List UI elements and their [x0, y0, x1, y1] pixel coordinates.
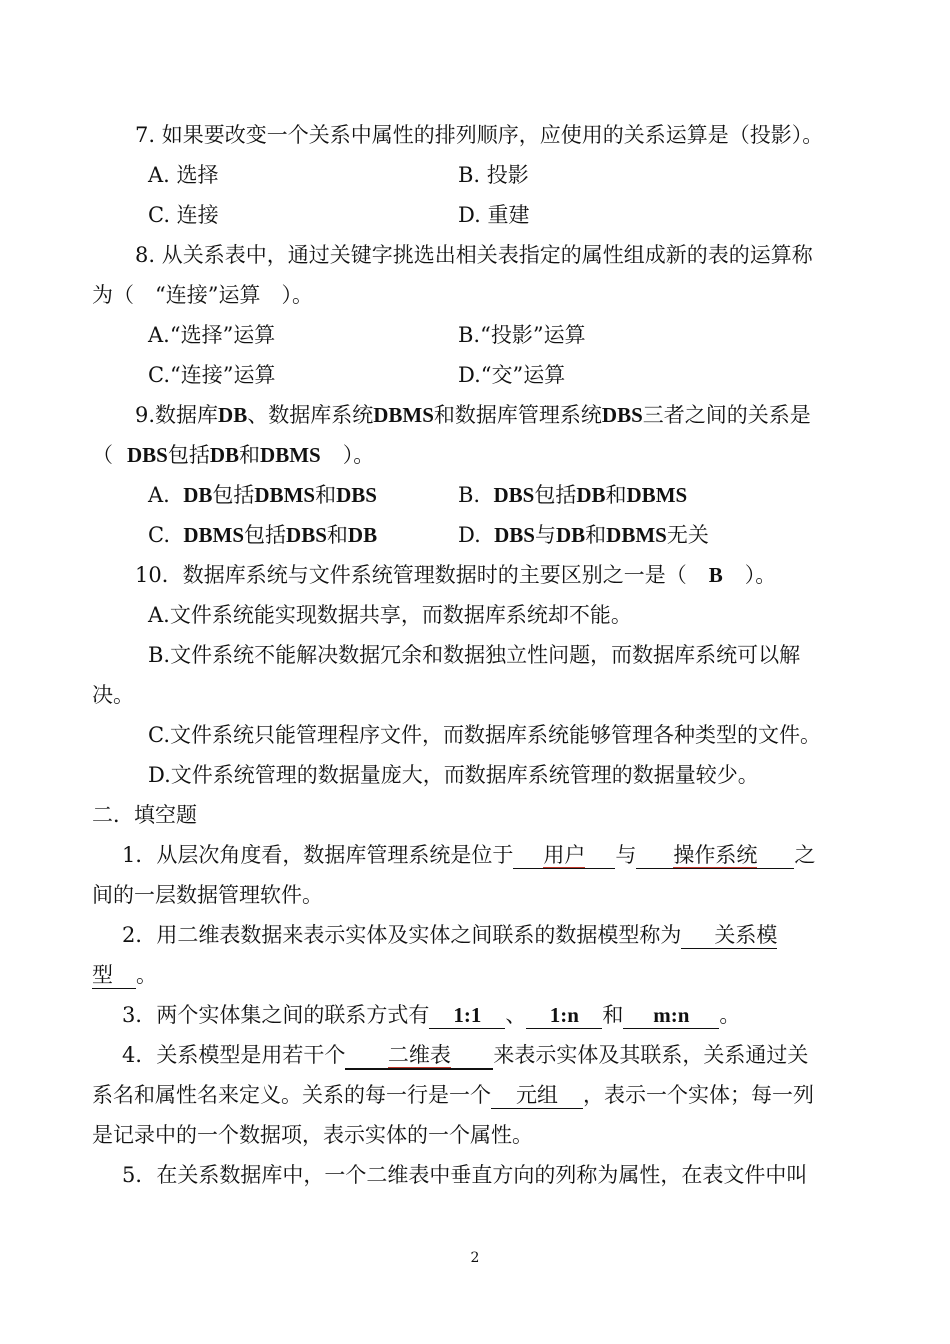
fill-2-line1 [122, 921, 892, 949]
fill-3-blank-1: 1:1 [429, 1002, 505, 1029]
option-9d-t5: DBMS [606, 523, 667, 547]
option-9b-t4: 和 [605, 483, 627, 507]
fill-4-blank-2: 元组 [491, 1082, 583, 1109]
question-9-stem-line1 [135, 401, 905, 429]
fill-3-blank-2: 1:n [526, 1002, 602, 1029]
option-9a-t5: DBS [336, 483, 377, 507]
option-9a-t2: 包括 [212, 483, 255, 507]
option-9b [458, 481, 687, 509]
option-7d: D. 重建 [458, 203, 530, 227]
option-9a-t3: DBMS [254, 483, 316, 507]
fill-2-prefix: 2．用二维表数据来表示实体及实体之间联系的数据模型称为 [122, 923, 682, 947]
option-9b-label: B. [458, 483, 481, 507]
fill-4-line2 [92, 1081, 862, 1109]
q9-open-paren: （ [92, 443, 113, 467]
option-9c-label: C. [148, 523, 170, 547]
fill-4-answer-1: 二维表 [387, 1043, 451, 1067]
option-9c [148, 521, 377, 549]
q9-db: DB [218, 403, 248, 427]
option-9d-t1: DBS [494, 523, 535, 547]
question-9-stem-line2 [92, 441, 862, 469]
option-10b-line1: B.文件系统不能解决数据冗余和数据独立性问题，而数据库系统可以解 [148, 643, 801, 667]
fill-3-blank-3: m:n [623, 1002, 719, 1029]
q9-text-4: 三者之间的关系是 [642, 403, 811, 427]
option-8d: D.“交”运算 [458, 363, 566, 387]
option-9d-t3: DB [555, 523, 586, 547]
fill-4-line2-prefix: 系名和属性名来定义。关系的每一行是一个 [92, 1083, 491, 1107]
option-8b: B.“投影”运算 [458, 323, 586, 347]
fill-4-suffix-1: 来表示实体及其联系，关系通过关 [493, 1043, 809, 1067]
q10-stem-suffix: ）。 [744, 563, 777, 587]
option-10c: C.文件系统只能管理程序文件，而数据库系统能够管理各种类型的文件。 [148, 723, 821, 747]
q9-dbs: DBS [601, 403, 643, 427]
option-10a: A.文件系统能实现数据共享，而数据库系统却不能。 [148, 603, 632, 627]
option-9a-label: A. [148, 483, 170, 507]
page-number: 2 [470, 1250, 480, 1266]
q9-text-1: 9.数据库 [135, 403, 219, 427]
q9-dbms: DBMS [373, 403, 434, 427]
section-2-title: 二．填空题 [92, 803, 197, 827]
fill-1-answer-1: 用户 [543, 843, 586, 867]
fill-4-line1 [122, 1041, 892, 1070]
option-9d-t6: 无关 [666, 523, 709, 547]
fill-4-prefix: 4．关系模型是用若干个 [122, 1043, 346, 1067]
fill-1-mid: 与 [615, 843, 637, 867]
option-10d: D.文件系统管理的数据量庞大，而数据库系统管理的数据量较少。 [148, 763, 759, 787]
question-10-stem [135, 561, 905, 589]
option-9c-t5: DB [347, 523, 378, 547]
option-9d-label: D. [458, 523, 481, 547]
option-9a-t4: 和 [315, 483, 337, 507]
fill-1-suffix: 之 [794, 843, 816, 867]
fill-1-blank-2 [636, 842, 794, 869]
fill-4-line2-suffix: ，表示一个实体；每一列 [583, 1083, 814, 1107]
fill-5-line1: 5．在关系数据库中，一个二维表中垂直方向的列称为属性，在表文件中叫 [122, 1163, 808, 1187]
q9-answer-include: 包括 [167, 443, 210, 467]
option-9c-t1: DBMS [183, 523, 245, 547]
fill-2-blank-1: 关系模 [681, 922, 777, 949]
q10-answer: B [708, 563, 723, 587]
q9-answer-dbms: DBMS [260, 443, 321, 467]
q9-answer-dbs: DBS [127, 443, 168, 467]
fill-1-prefix: 1．从层次角度看，数据库管理系统是位于 [122, 843, 514, 867]
option-9c-t3: DBS [286, 523, 327, 547]
fill-1-blank-1 [513, 842, 615, 869]
option-9a-t1: DB [183, 483, 213, 507]
option-8a: A.“选择”运算 [148, 323, 276, 347]
fill-1-answer-2: 操作系统 [673, 843, 758, 867]
option-9b-t2: 包括 [534, 483, 577, 507]
fill-3-line [122, 1001, 892, 1029]
option-8c: C.“连接”运算 [148, 363, 276, 387]
q9-answer-db: DB [209, 443, 240, 467]
q9-text-3: 和数据库管理系统 [433, 403, 602, 427]
fill-3-suffix: 。 [719, 1003, 741, 1027]
option-9d-t2: 与 [534, 523, 556, 547]
fill-4-blank-1 [345, 1042, 493, 1070]
fill-2-line2 [92, 961, 862, 989]
fill-2-suffix: 。 [136, 963, 157, 987]
option-7a: A. 选择 [148, 163, 219, 187]
option-9b-t5: DBMS [626, 483, 688, 507]
option-9d [458, 521, 709, 549]
question-8-stem-line1: 8. 从关系表中，通过关键字挑选出相关表指定的属性组成新的表的运算称 [135, 243, 813, 267]
fill-1-line1 [122, 841, 892, 869]
q9-text-2: 、数据库系统 [247, 403, 374, 427]
option-9a [148, 481, 377, 509]
fill-3-prefix: 3．两个实体集之间的联系方式有 [122, 1003, 430, 1027]
option-9b-t1: DBS [493, 483, 535, 507]
question-8-stem-line2: 为（ “连接”运算 ）。 [92, 283, 313, 307]
question-7-stem: 7. 如果要改变一个关系中属性的排列顺序，应使用的关系运算是（投影）。 [135, 123, 824, 147]
option-9c-t2: 包括 [244, 523, 287, 547]
q9-answer-and: 和 [239, 443, 261, 467]
fill-3-sep-1: 、 [505, 1003, 527, 1027]
fill-3-sep-2: 和 [602, 1003, 624, 1027]
option-7b: B. 投影 [458, 163, 529, 187]
option-10b-line2: 决。 [92, 683, 134, 707]
option-9d-t4: 和 [585, 523, 607, 547]
fill-1-line2: 间的一层数据管理软件。 [92, 883, 323, 907]
fill-2-blank-1-cont: 型 [92, 962, 136, 989]
q10-stem-prefix: 10．数据库系统与文件系统管理数据时的主要区别之一是（ [135, 563, 687, 587]
option-9b-t3: DB [576, 483, 606, 507]
q9-close-paren: ）。 [342, 443, 375, 467]
option-7c: C. 连接 [148, 203, 219, 227]
option-9c-t4: 和 [326, 523, 348, 547]
fill-4-line3: 是记录中的一个数据项，表示实体的一个属性。 [92, 1123, 533, 1147]
